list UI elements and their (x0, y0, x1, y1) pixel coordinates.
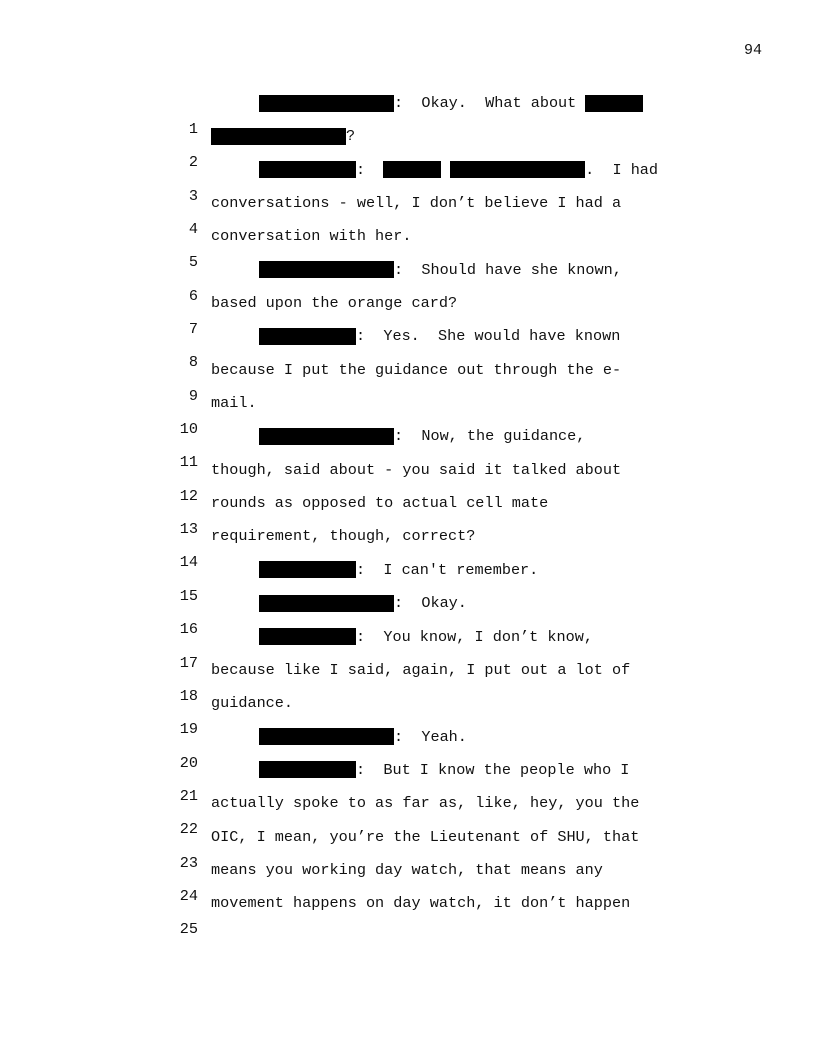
transcript-body (170, 90, 690, 939)
line-text: . I had (585, 160, 659, 179)
line-number: 16 (179, 620, 198, 639)
redaction-block (259, 328, 356, 345)
line-number: 7 (188, 320, 198, 339)
line-text: : Now, the guidance, (394, 427, 586, 446)
redaction-block (259, 428, 394, 445)
line-number: 20 (179, 753, 198, 772)
line-number: 13 (179, 520, 198, 539)
line-number: 12 (179, 486, 198, 505)
line-text: : Should have she known, (394, 260, 622, 279)
transcript-line (170, 90, 690, 138)
redaction-block (259, 95, 394, 112)
redaction-block (259, 628, 356, 645)
line-text: : (356, 160, 366, 179)
line-text: : You know, I don’t know, (356, 627, 593, 646)
line-number: 1 (188, 120, 198, 138)
line-number: 6 (188, 286, 198, 305)
line-number: 9 (188, 386, 198, 405)
line-text: based upon the orange card? (211, 294, 458, 313)
line-text: : Okay. (394, 594, 467, 613)
line-text: : Okay. What about (394, 94, 577, 112)
line-text: means you working day watch, that means any (211, 860, 603, 879)
line-number: 10 (179, 420, 198, 439)
line-number: 15 (179, 586, 198, 605)
redaction-block (383, 161, 441, 178)
redaction-block (450, 161, 585, 178)
line-text: ? (346, 127, 356, 146)
redaction-block (259, 728, 394, 745)
line-number: 18 (179, 686, 198, 705)
line-number: 11 (179, 453, 198, 472)
redaction-block (259, 261, 394, 278)
line-number: 4 (188, 220, 198, 239)
redaction-block (259, 595, 394, 612)
line-text: conversations - well, I don’t believe I had a (211, 194, 622, 213)
redaction-block (259, 561, 356, 578)
line-number: 22 (179, 820, 198, 839)
redaction-block (585, 95, 643, 112)
line-number: 3 (188, 186, 198, 205)
line-text: actually spoke to as far as, like, hey, you the (211, 794, 640, 813)
line-text: rounds as opposed to actual cell mate (211, 494, 549, 513)
line-text: conversation with her. (211, 227, 412, 246)
line-text: : Yeah. (394, 727, 467, 746)
line-number: 25 (179, 920, 198, 939)
redaction-block (259, 161, 356, 178)
line-text: movement happens on day watch, it don’t happen (211, 894, 631, 913)
line-number: 8 (188, 353, 198, 372)
line-text: requirement, though, correct? (211, 527, 476, 546)
line-text: though, said about - you said it talked about (211, 460, 622, 479)
line-number: 23 (179, 853, 198, 872)
line-text: : But I know the people who I (356, 760, 630, 779)
redaction-block (211, 128, 346, 145)
redaction-block (259, 761, 356, 778)
line-number: 21 (179, 786, 198, 805)
line-text: mail. (211, 394, 257, 413)
line-number: 14 (179, 553, 198, 572)
line-number: 5 (188, 253, 198, 272)
line-text: because I put the guidance out through the e- (211, 360, 622, 379)
line-text: guidance. (211, 694, 294, 713)
line-text: OIC, I mean, you’re the Lieutenant of SHU, that (211, 827, 640, 846)
page-number: 94 (743, 42, 762, 59)
line-number: 24 (179, 886, 198, 905)
transcript-line (170, 890, 690, 939)
line-number: 17 (179, 653, 198, 672)
line-text: : I can't remember. (356, 560, 539, 579)
line-number: 19 (179, 720, 198, 739)
line-number: 2 (188, 153, 198, 172)
line-text: because like I said, again, I put out a lot of (211, 660, 631, 679)
line-text: : Yes. She would have known (356, 327, 621, 346)
